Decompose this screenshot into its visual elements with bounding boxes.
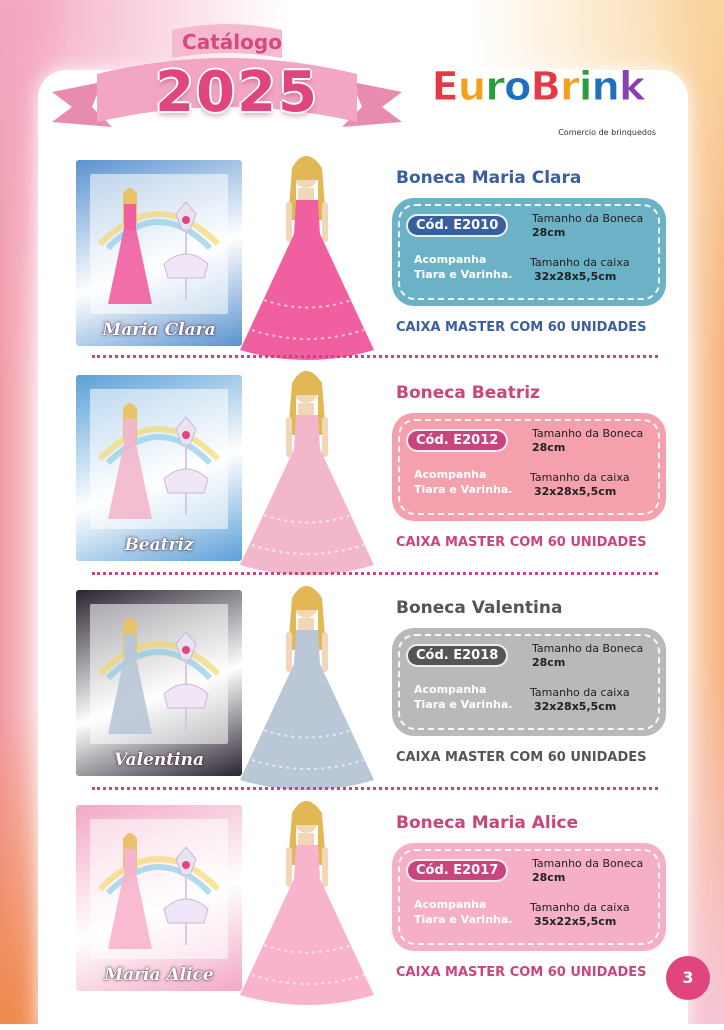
- brand-letter: n: [591, 64, 619, 110]
- brand-logo: [412, 64, 664, 140]
- product-box-image: [76, 160, 242, 346]
- section-divider: [92, 787, 658, 790]
- page-number: 3: [666, 956, 710, 1000]
- product-box-image: [76, 805, 242, 991]
- product-section: [0, 590, 724, 800]
- brand-tagline: Comercio de brinquedos: [558, 128, 656, 137]
- brand-letter: r: [485, 64, 504, 110]
- brand-letter: r: [559, 64, 579, 110]
- accessories-line1: Acompanha: [414, 683, 487, 696]
- accessories-line2: Tiara e Varinha.: [414, 913, 513, 926]
- product-info-panel: [392, 413, 666, 521]
- doll-size-value: 28cm: [532, 871, 566, 884]
- master-box-note: CAIXA MASTER COM 60 UNIDADES: [396, 965, 647, 980]
- box-size-label: Tamanho da caixa: [530, 471, 630, 484]
- doll-in-box-graphic: [90, 174, 228, 314]
- doll-size-value: 28cm: [532, 226, 566, 239]
- accessories-note: [414, 252, 534, 282]
- product-code: Cód. E2017: [406, 859, 508, 882]
- doll-size-label: Tamanho da Boneca: [532, 857, 644, 870]
- doll-size-value: 28cm: [532, 441, 566, 454]
- doll-image: [234, 795, 384, 1009]
- doll-in-box-graphic: [90, 389, 228, 529]
- accessories-line1: Acompanha: [414, 898, 487, 911]
- product-title: Boneca Beatriz: [396, 383, 540, 403]
- master-box-note: CAIXA MASTER COM 60 UNIDADES: [396, 750, 647, 765]
- product-section: [0, 375, 724, 585]
- brand-letter: u: [457, 64, 486, 110]
- product-section: [0, 805, 724, 1015]
- brand-letter: i: [578, 64, 592, 110]
- section-divider: [92, 355, 658, 358]
- product-code: Cód. E2010: [406, 214, 508, 237]
- brand-letter: B: [530, 64, 560, 110]
- accessories-note: [414, 682, 534, 712]
- product-info-panel: [392, 198, 666, 306]
- product-title: Boneca Valentina: [396, 598, 563, 618]
- box-doll-name: Maria Clara: [102, 320, 216, 340]
- product-code: Cód. E2012: [406, 429, 508, 452]
- doll-in-box-graphic: [90, 604, 228, 744]
- product-info-panel: [392, 628, 666, 736]
- box-size-value: 32x28x5,5cm: [534, 270, 617, 283]
- section-divider: [92, 572, 658, 575]
- box-size-label: Tamanho da caixa: [530, 256, 630, 269]
- brand-letter: E: [431, 64, 458, 110]
- box-window: [90, 389, 228, 529]
- doll-in-box-graphic: [90, 819, 228, 959]
- box-size-label: Tamanho da caixa: [530, 901, 630, 914]
- box-window: [90, 819, 228, 959]
- doll-image: [234, 150, 384, 364]
- box-size-label: Tamanho da caixa: [530, 686, 630, 699]
- product-box-image: [76, 590, 242, 776]
- accessories-line2: Tiara e Varinha.: [414, 268, 513, 281]
- box-doll-name: Maria Alice: [104, 965, 214, 985]
- product-info-panel: [392, 843, 666, 951]
- doll-size-label: Tamanho da Boneca: [532, 642, 644, 655]
- doll-size-value: 28cm: [532, 656, 566, 669]
- doll-size-label: Tamanho da Boneca: [532, 212, 644, 225]
- product-title: Boneca Maria Clara: [396, 168, 582, 188]
- catalog-label: Catálogo: [182, 30, 282, 54]
- brand-name: [412, 64, 664, 110]
- catalog-year: 2025: [155, 60, 319, 125]
- box-doll-name: Valentina: [114, 750, 204, 770]
- accessories-line2: Tiara e Varinha.: [414, 698, 513, 711]
- box-size-value: 32x28x5,5cm: [534, 485, 617, 498]
- accessories-line2: Tiara e Varinha.: [414, 483, 513, 496]
- accessories-note: [414, 897, 534, 927]
- box-window: [90, 604, 228, 744]
- doll-size-label: Tamanho da Boneca: [532, 427, 644, 440]
- brand-letter: k: [618, 64, 645, 110]
- doll-image: [234, 580, 384, 794]
- accessories-line1: Acompanha: [414, 468, 487, 481]
- box-size-value: 35x22x5,5cm: [534, 915, 617, 928]
- box-doll-name: Beatriz: [124, 535, 194, 555]
- accessories-line1: Acompanha: [414, 253, 487, 266]
- product-box-image: [76, 375, 242, 561]
- master-box-note: CAIXA MASTER COM 60 UNIDADES: [396, 320, 647, 335]
- doll-image: [234, 365, 384, 579]
- master-box-note: CAIXA MASTER COM 60 UNIDADES: [396, 535, 647, 550]
- product-title: Boneca Maria Alice: [396, 813, 579, 833]
- brand-letter: o: [504, 64, 531, 110]
- product-code: Cód. E2018: [406, 644, 508, 667]
- box-window: [90, 174, 228, 314]
- box-size-value: 32x28x5,5cm: [534, 700, 617, 713]
- product-section: [0, 160, 724, 370]
- accessories-note: [414, 467, 534, 497]
- catalog-banner: [52, 22, 402, 142]
